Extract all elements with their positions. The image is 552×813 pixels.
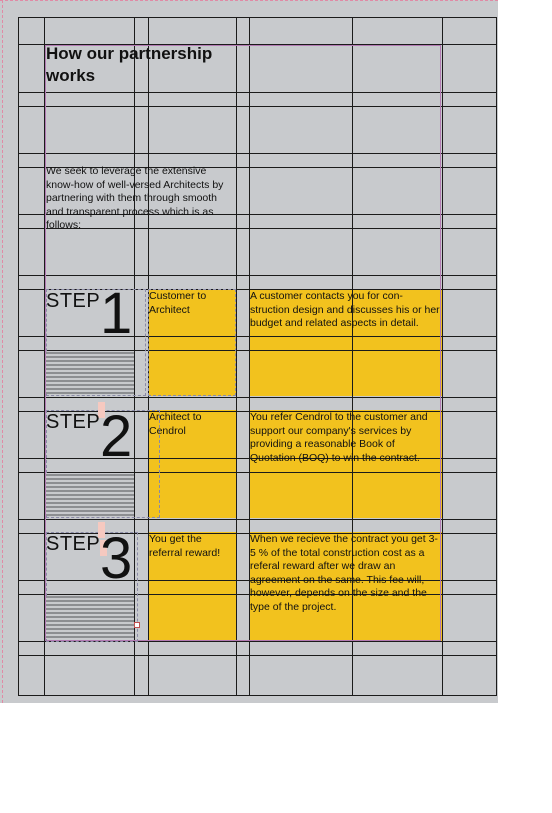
step1-number: 1	[100, 281, 133, 346]
step3-description: When we recieve the contract you get 3-5 % of the total construction cost as a referal reward after we draw an agreement on the same. This fee will, however, depends on the size and the type of the project.	[250, 533, 438, 613]
step1-who: Customer to Architect	[149, 290, 207, 316]
bleed-guide-left	[2, 0, 3, 703]
step3-label: STEP	[46, 533, 101, 555]
column-line	[442, 17, 443, 696]
step1-placeholder-lines	[46, 352, 134, 394]
grid-line	[18, 655, 497, 656]
step2-label: STEP	[46, 411, 101, 433]
step1-label: STEP	[46, 290, 101, 312]
step3-who: You get the referral reward!	[149, 533, 221, 559]
step2-description: You refer Cendrol to the customer and support our company's services by providing a reasonable Book of Quotation (BOQ) to win the contract.	[250, 411, 428, 464]
step2-placeholder-lines	[46, 474, 134, 516]
step1-description: A customer contacts you for con-struction design and discusses his or her budget and related aspects in detail.	[250, 290, 440, 329]
step2-number: 2	[100, 404, 133, 469]
bleed-guide-top	[0, 0, 498, 4]
frame-resize-handle[interactable]	[134, 622, 140, 628]
step3-number: 3	[100, 526, 133, 591]
intro-paragraph: We seek to leverage the extensive know-how of well-versed Architects by partnering with them through smooth and transparent process which is as follows:	[46, 165, 224, 231]
page-title: How our partnership works	[46, 44, 213, 85]
step2-who: Architect to Cendrol	[149, 411, 202, 437]
step3-placeholder-lines	[46, 596, 134, 638]
